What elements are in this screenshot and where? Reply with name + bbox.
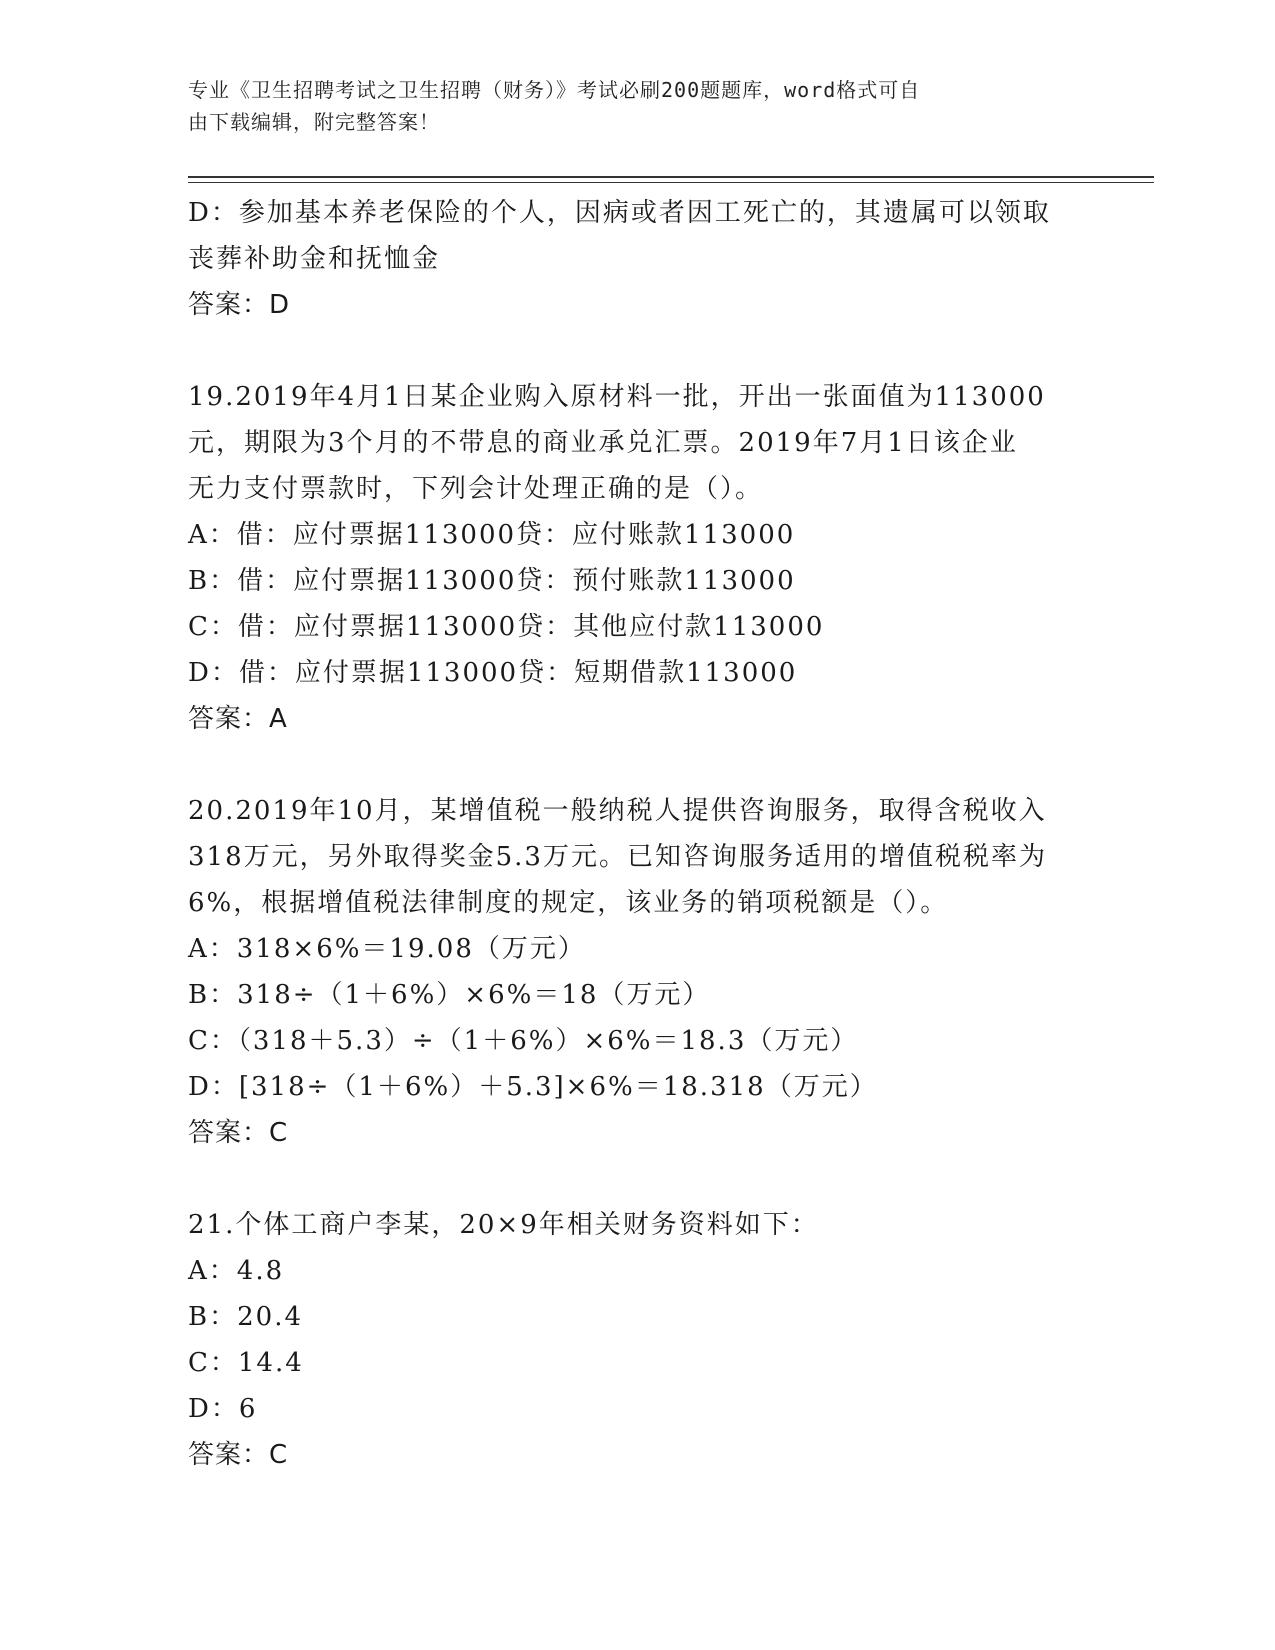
question-18-tail — [188, 190, 1088, 328]
answer-label: 答案：D — [188, 290, 291, 320]
question-stem: 元，期限为3个月的不带息的商业承兑汇票。2019年7月1日该企业 — [188, 428, 1018, 458]
option-d: D：[318÷（1＋6%）＋5.3]×6%＝18.318（万元） — [188, 1072, 878, 1102]
option-b: B：318÷（1＋6%）×6%＝18（万元） — [188, 980, 711, 1010]
option-c: C：（318＋5.3）÷（1＋6%）×6%＝18.3（万元） — [188, 1026, 859, 1056]
spacer — [188, 328, 1088, 374]
option-d: D：借：应付票据113000贷：短期借款113000 — [188, 658, 798, 688]
question-stem: 21.个体工商户李某，20×9年相关财务资料如下： — [188, 1210, 819, 1240]
header-divider-thick — [188, 176, 1154, 178]
option-d-continued: 丧葬补助金和抚恤金 — [188, 244, 441, 274]
spacer — [188, 742, 1088, 788]
question-stem: 19.2019年4月1日某企业购入原材料一批，开出一张面值为113000 — [188, 382, 1046, 412]
question-21 — [188, 1202, 1088, 1478]
header-divider-thin — [188, 182, 1154, 183]
answer-label: 答案：A — [188, 704, 288, 734]
header-line-2: 由下载编辑，附完整答案！ — [188, 110, 440, 134]
option-a: A：借：应付票据113000贷：应付账款113000 — [188, 520, 796, 550]
option-b: B：20.4 — [188, 1302, 303, 1332]
option-d: D：参加基本养老保险的个人，因病或者因工死亡的，其遗属可以领取 — [188, 198, 1051, 228]
question-19 — [188, 374, 1088, 742]
question-stem: 6%，根据增值税法律制度的规定，该业务的销项税额是（）。 — [188, 888, 949, 918]
question-stem: 318万元，另外取得奖金5.3万元。已知咨询服务适用的增值税税率为 — [188, 842, 1047, 872]
question-20 — [188, 788, 1088, 1156]
answer-label: 答案：C — [188, 1118, 289, 1148]
header-line-1: 专业《卫生招聘考试之卫生招聘（财务）》考试必刷200题题库，word格式可自 — [188, 78, 921, 102]
page-header — [188, 74, 1068, 138]
spacer — [188, 1156, 1088, 1202]
question-stem: 无力支付票款时，下列会计处理正确的是（）。 — [188, 474, 764, 504]
option-a: A：4.8 — [188, 1256, 285, 1286]
option-b: B：借：应付票据113000贷：预付账款113000 — [188, 566, 796, 596]
option-a: A：318×6%＝19.08（万元） — [188, 934, 586, 964]
answer-label: 答案：C — [188, 1440, 289, 1470]
question-content — [188, 190, 1088, 1478]
question-stem: 20.2019年10月，某增值税一般纳税人提供咨询服务，取得含税收入 — [188, 796, 1047, 826]
option-c: C：14.4 — [188, 1348, 304, 1378]
option-c: C：借：应付票据113000贷：其他应付款113000 — [188, 612, 825, 642]
option-d: D：6 — [188, 1394, 258, 1424]
